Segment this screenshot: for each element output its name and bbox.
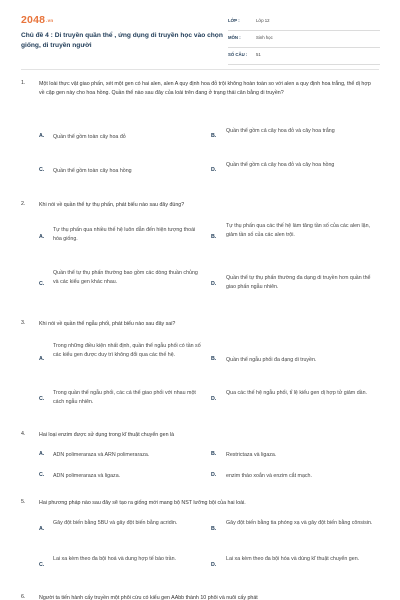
option-letter-c[interactable]: C. xyxy=(39,396,45,402)
question-text: Hai phương pháp nào sau đây sẽ tạo ra giống mới mang bộ NST lưỡng bội của hai loài. xyxy=(39,500,246,506)
question-number: 4. xyxy=(21,431,26,437)
option-text-d[interactable]: Lai xa kèm theo đa bội hóa và dùng kĩ thuật chuyển gen. xyxy=(226,556,360,562)
question-number: 1. xyxy=(21,80,26,86)
option-text-c[interactable]: Trong quần thể ngẫu phối, các cá thể giao phối với nhau một cách ngẫu nhiên. xyxy=(53,390,196,405)
option-text-a[interactable]: Trong những điều kiện nhất định, quần thể ngẫu phối có tần số các kiểu gen được duy trì không đổi qua các thế hệ. xyxy=(53,343,201,358)
question-text: Khi nói về quần thể ngẫu phối, phát biểu nào sau đây sai? xyxy=(39,321,176,327)
question-number: 6. xyxy=(21,594,26,600)
option-text-c[interactable]: Quần thể tự thụ phấn thường bao gồm các dòng thuần chủng và các kiểu gen khác nhau. xyxy=(53,270,198,285)
option-text-c[interactable]: Quần thể gồm toàn cây hoa hồng xyxy=(53,168,132,174)
option-text-b[interactable]: Gây đột biến bằng tia phóng xạ và gây đột biến bằng cônsisin. xyxy=(226,520,373,526)
option-letter-a[interactable]: A. xyxy=(39,526,45,532)
option-text-b[interactable]: Tự thụ phấn qua các thế hệ làm tăng tần số của các alen lặn, giảm tần số của các alen trội. xyxy=(226,223,371,238)
logo-text: 2048 xyxy=(21,14,46,26)
option-letter-d[interactable]: D. xyxy=(211,396,217,402)
class-label: LỚP : xyxy=(228,18,240,23)
question-text: Khi nói về quần thể tự thụ phấn, phát biểu nào sau đây đúng? xyxy=(39,202,185,208)
question-number: 2. xyxy=(21,201,26,207)
meta-row-class xyxy=(228,14,380,31)
option-letter-d[interactable]: D. xyxy=(211,281,217,287)
option-letter-c[interactable]: C. xyxy=(39,472,45,478)
question-text: Người ta tiến hành cấy truyền một phôi cừu có kiểu gen AAbb thành 10 phôi và nuôi cấy phát xyxy=(39,595,258,600)
question-text: Hai loại enzim được sử dụng trong kĩ thuật chuyển gen là xyxy=(39,432,175,438)
question-number: 5. xyxy=(21,499,26,505)
option-text-a[interactable]: ADN polimeraraza và ARN polimeraraza. xyxy=(53,452,150,458)
option-letter-b[interactable]: B. xyxy=(211,451,217,457)
class-value: Lớp 12 xyxy=(256,18,270,23)
option-text-a[interactable]: Gây đột biến bằng 5BU và gây đột biến bằng acridin. xyxy=(53,520,178,526)
meta-row-subject xyxy=(228,31,380,48)
option-text-a[interactable]: Tự thụ phấn qua nhiều thế hệ luôn dẫn đến hiện tượng thoái hóa giống. xyxy=(53,227,196,242)
option-text-d[interactable]: Quần thể tự thụ phấn thường đa dạng di truyền hơn quần thể giao phấn ngẫu nhiên. xyxy=(226,275,371,290)
option-letter-c[interactable]: C. xyxy=(39,281,45,287)
option-text-a[interactable]: Quần thể gồm toàn cây hoa đỏ xyxy=(53,134,126,140)
option-text-c[interactable]: ADN polimeraraza và ligaza. xyxy=(53,473,121,479)
option-letter-b[interactable]: B. xyxy=(211,356,217,362)
logo-suffix: .vn xyxy=(46,18,54,23)
option-letter-a[interactable]: A. xyxy=(39,451,45,457)
option-letter-b[interactable]: B. xyxy=(211,526,217,532)
option-text-c[interactable]: Lai xa kèm theo đa bội hoá và dung hợp tế bào trần. xyxy=(53,556,177,562)
option-text-d[interactable]: Quần thể gồm cả cây hoa đỏ và cây hoa hồng xyxy=(226,162,335,168)
question-number: 3. xyxy=(21,320,26,326)
option-letter-d[interactable]: D. xyxy=(211,562,217,568)
option-letter-a[interactable]: A. xyxy=(39,356,45,362)
site-logo[interactable] xyxy=(21,14,53,26)
option-letter-d[interactable]: D. xyxy=(211,167,217,173)
option-text-d[interactable]: enzim tháo xoắn và enzim cắt mạch. xyxy=(226,473,312,479)
option-letter-d[interactable]: D. xyxy=(211,472,217,478)
subject-label: MÔN : xyxy=(228,35,241,40)
option-letter-b[interactable]: B. xyxy=(211,234,217,240)
meta-table xyxy=(228,14,380,65)
option-text-b[interactable]: Quần thể gồm cả cây hoa đỏ và cây hoa trắng xyxy=(226,128,335,134)
option-letter-c[interactable]: C. xyxy=(39,562,45,568)
subject-value: Sinh học xyxy=(256,35,273,40)
worksheet-header xyxy=(0,0,400,66)
count-label: SỐ CÂU : xyxy=(228,52,248,57)
option-text-b[interactable]: Quần thể ngẫu phối đa dạng di truyền. xyxy=(226,357,317,363)
option-letter-a[interactable]: A. xyxy=(39,133,45,139)
option-letter-c[interactable]: C. xyxy=(39,167,45,173)
count-value: 51 xyxy=(256,52,261,57)
option-letter-a[interactable]: A. xyxy=(39,234,45,240)
option-text-b[interactable]: Restrictaza và ligaza. xyxy=(226,452,277,458)
meta-row-count xyxy=(228,48,380,65)
header-divider xyxy=(21,69,379,70)
option-letter-b[interactable]: B. xyxy=(211,133,217,139)
page-title: Chủ đề 4 : Di truyền quần thể , ứng dụng di truyền học vào chọn giống, di truyền người xyxy=(21,32,223,49)
option-text-d[interactable]: Qua các thế hệ ngẫu phối, tỉ lệ kiểu gen dị hợp tử giảm dần. xyxy=(226,390,368,396)
question-text: Một loài thực vật giao phấn, xét một gen có hai alen, alen A quy định hoa đỏ trội không hoàn toàn so với alen a quy định hoa trắng, thể dị hợp về cặp gen này cho hoa hồng. Quần thể nào sau đây của loài trên đang ở trạng thái cân bằng di truyền? xyxy=(39,81,371,96)
